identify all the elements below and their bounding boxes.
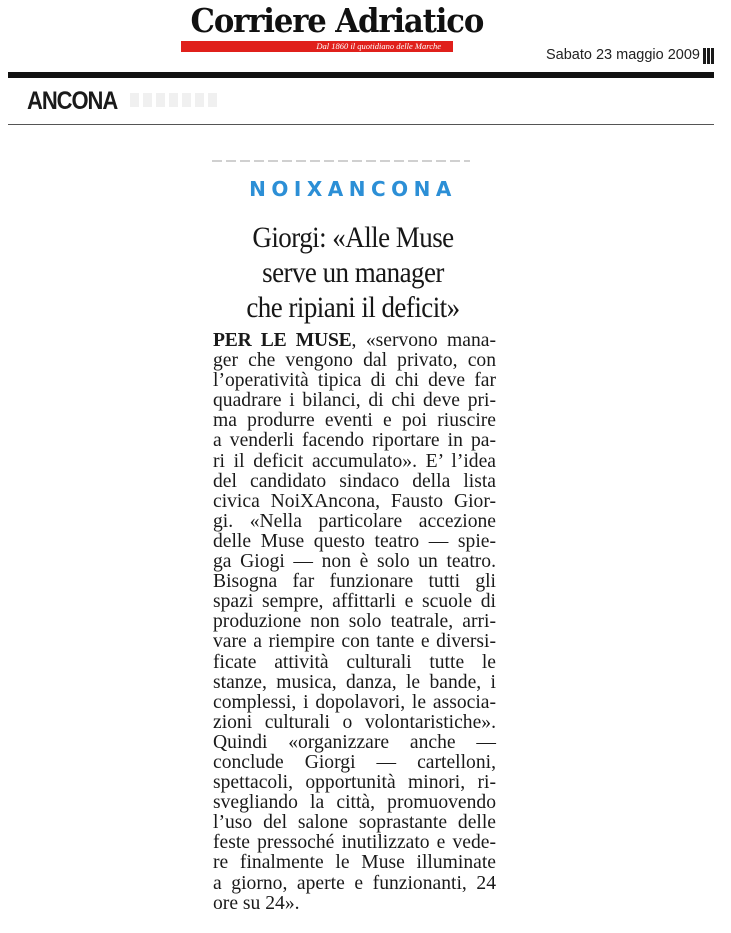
article-body <box>213 331 496 914</box>
body-line: ga Giogi — non è solo un teatro. <box>213 551 496 573</box>
body-line: civica NoiXAncona, Fausto Gior- <box>213 490 496 512</box>
body-line: delle Muse questo teatro — spie- <box>213 530 496 552</box>
barcode-icon <box>703 48 714 64</box>
body-line: ore su 24». <box>213 892 300 914</box>
body-line: l’operatività tipica di chi deve far <box>213 370 496 392</box>
body-line: re finalmente le Muse illuminate <box>213 852 496 874</box>
body-line: l’uso del salone soprastante delle <box>213 812 496 834</box>
body-line: conclude Giorgi — cartelloni, <box>213 751 496 773</box>
section-title: ANCONA <box>27 87 118 115</box>
article-kicker: NOIXANCONA <box>249 177 457 201</box>
issue-date: Sabato 23 maggio 2009 <box>546 47 700 63</box>
body-line: ri il deficit accumulato». E’ l’idea <box>213 450 496 472</box>
header-rule <box>8 72 714 78</box>
body-line: feste pressoché inutilizzato e vede- <box>213 832 496 854</box>
body-line: del candidato sindaco della lista <box>213 470 496 492</box>
body-line: Bisogna far funzionare tutti gli <box>213 571 496 593</box>
bleed-through-texture <box>130 93 220 107</box>
body-line: a venderli facendo riportare in pa- <box>213 430 496 452</box>
body-line: stanze, musica, danza, le bande, i <box>213 671 496 693</box>
article-headline <box>213 220 493 325</box>
headline-line: serve un manager <box>262 256 444 289</box>
article-lead: PER LE MUSE <box>213 330 352 351</box>
body-line: quadrare i bilanci, di chi deve pri- <box>213 390 496 412</box>
body-line: ficate attività culturali tutte le <box>213 651 496 673</box>
clipping-edge <box>212 160 470 162</box>
body-line: svegliando la città, promuovendo <box>213 792 496 814</box>
body-line: Quindi «organizzare anche — <box>213 731 496 753</box>
body-line <box>213 331 496 351</box>
body-line: zioni culturali o volontaristiche». <box>213 711 496 733</box>
body-line: gi. «Nella particolare accezione <box>213 510 496 532</box>
body-line: ger che vengono dal privato, con <box>213 350 496 372</box>
body-line: spazi sempre, affittarli e scuole di <box>213 591 496 613</box>
body-line: vare a riempire con tante e diversi- <box>213 631 496 653</box>
newspaper-title: Corriere Adriatico <box>190 1 484 40</box>
headline-line: Giorgi: «Alle Muse <box>252 221 454 254</box>
section-rule <box>8 124 714 125</box>
body-line-text: , «servono mana- <box>351 330 496 351</box>
body-line: ma produrre eventi e poi riuscire <box>213 410 496 432</box>
body-line: produzione non solo teatrale, arri- <box>213 611 496 633</box>
body-line: complessi, i dopolavori, le associa- <box>213 691 496 713</box>
newspaper-tagline: Dal 1860 il quotidiano delle Marche <box>181 41 453 52</box>
body-line: spettacoli, opportunità minori, ri- <box>213 772 496 794</box>
headline-line: che ripiani il deficit» <box>246 291 460 324</box>
masthead <box>181 1 484 52</box>
body-line: a giorno, aperte e funzionanti, 24 <box>213 872 496 894</box>
